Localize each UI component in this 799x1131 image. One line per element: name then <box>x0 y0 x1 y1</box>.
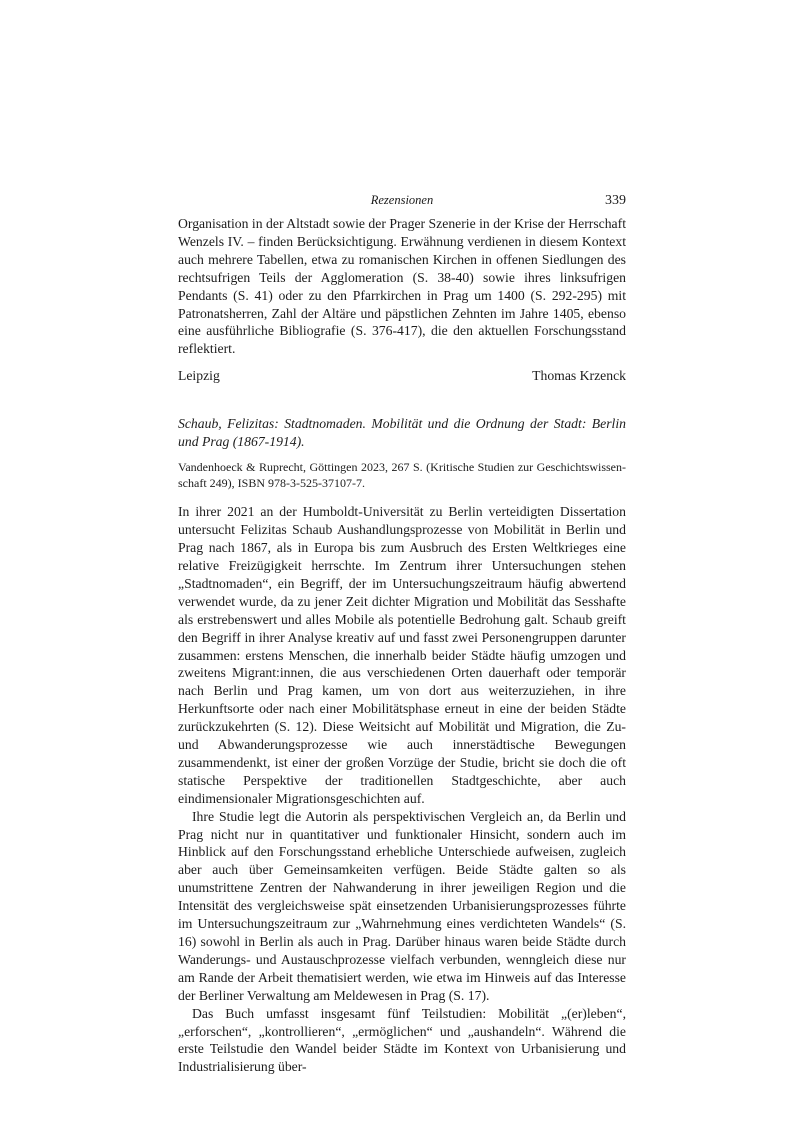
reviewer-name: Thomas Krzenck <box>532 368 626 384</box>
review-paragraph: Das Buch umfasst insgesamt fünf Teilstudien: Mobilität „(er)leben“, „erforschen“, „kontrollieren“, „ermöglichen“ und „aushandeln“. Während die erste Teilstudie den Wandel beider Städte im Kontext von Urbanisierung und Industrialisierung über- <box>178 1005 626 1075</box>
section-spacer <box>178 491 626 503</box>
review-signature <box>178 367 626 385</box>
review-place: Leipzig <box>178 368 220 384</box>
bibliographic-info: Vandenhoeck & Ruprecht, Göttingen 2023, 267 S. (Kritische Studien zur Geschichtswissenschaft 249), ISBN 978-3-525-37107-7. <box>178 460 626 490</box>
book-title: Schaub, Felizitas: Stadtnomaden. Mobilität und die Ordnung der Stadt: Berlin und Prag (1867-1914). <box>178 416 626 449</box>
running-head <box>178 193 626 215</box>
running-title: Rezensionen <box>370 193 434 207</box>
page-number: 339 <box>605 193 626 208</box>
review-continuation-paragraph: Organisation in der Altstadt sowie der Prager Szenerie in der Krise der Herrschaft Wenzels IV. – finden Berücksichtigung. Erwähnung verdienen in diesem Kontext auch mehrere Tabellen, etwa zu romanischen Kirchen in offenen Siedlungen des rechtsufrigen Teils der Agglomeration (S. 38-40) sowie ihres linksufrigen Pendants (S. 41) oder zu den Pfarrkirchen in Prag um 1400 (S. 292-295) mit Patronatsherren, Zahl der Altäre und päpstlichen Zehnten im Jahre 1405, ebenso eine ausführliche Bibliografie (S. 376-417), die den aktuellen Forschungsstand reflektiert. <box>178 216 626 357</box>
document-page <box>178 193 626 1076</box>
review-paragraph: Ihre Studie legt die Autorin als perspektivischen Vergleich an, da Berlin und Prag nicht nur in quantitativer und funktionaler Hinsicht, sondern auch im Hinblick auf den Forschungsstand erhebliche Unterschiede aufweisen, zugleich aber auch über Gemeinsamkeiten verfügen. Beide Städte galten so als unumstrittene Zentren der Nahwanderung in ihrer jeweiligen Region und die Intensität des vergleichsweise spät einsetzenden Urbanisierungsprozesses führte im Untersuchungszeitraum zur „Wahrnehmung eines verdichteten Wandels“ (S. 16) sowohl in Berlin als auch in Prag. Darüber hinaus waren beide Städte durch Wanderungs- und Austauschprozesse vielfach verbunden, wenngleich diese nur am Rande der Arbeit thematisiert werden, wie etwa im Hinweis auf das Interesse der Berliner Verwaltung am Meldewesen in Prag (S. 17). <box>178 808 626 1003</box>
review-paragraph: In ihrer 2021 an der Humboldt-Universität zu Berlin verteidigten Dissertation untersucht Felizitas Schaub Aushandlungsprozesse von Mobilität in Berlin und Prag nach 1867, als in Europa bis zum Ausbruch des Ersten Weltkrieges eine relative Freizügigkeit herrschte. Im Zentrum ihrer Untersuchungen stehen „Stadtnomaden“, ein Begriff, der im Untersuchungszeitraum häufig abwertend verwendet wurde, da zu jener Zeit dichter Migration und Mobilität das Sesshafte als erstrebenswert und alles Mobile als potentielle Bedrohung galt. Schaub greift den Begriff in ihrer Analyse kreativ auf und fasst zwei Personengruppen darunter zusammen: erstens Menschen, die innerhalb beider Städte häufig umzogen und zweitens Migrant:innen, die aus verschiedenen Orten dauerhaft oder temporär nach Berlin und Prag kamen, um von dort aus weiterzuziehen, in ihre Herkunftsorte oder nach einer Mobilitätsphase erneut in eine der beiden Städte zurückzukehrten (S. 12). Diese Weitsicht auf Mobilität und Migration, die Zu- und Abwanderungsprozesse wie auch innerstädtische Bewegungen zusammendenkt, ist einer der großen Vorzüge der Studie, bricht sie doch die oft statische Perspektive der traditionellen Stadtgeschichte, aber auch eindimensionaler Migrationsgeschichten auf. <box>178 504 626 806</box>
